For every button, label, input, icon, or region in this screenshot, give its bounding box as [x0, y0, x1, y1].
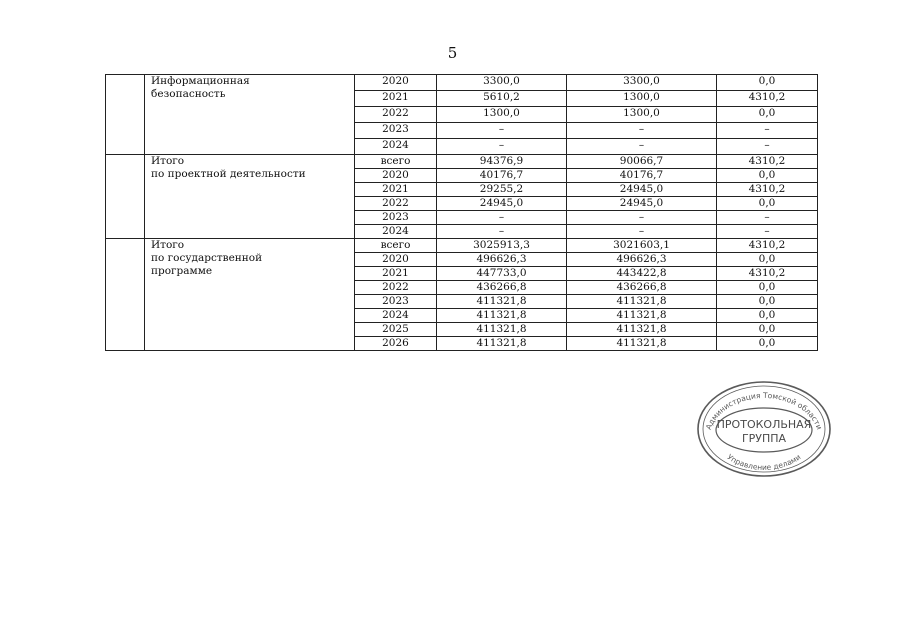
other-cell: 4310,2	[717, 267, 818, 281]
total-cell: –	[437, 123, 567, 139]
other-cell: 4310,2	[717, 155, 818, 169]
regional-cell: 411321,8	[567, 323, 717, 337]
total-cell: 411321,8	[437, 309, 567, 323]
other-cell: 0,0	[717, 75, 818, 91]
total-cell: 411321,8	[437, 323, 567, 337]
regional-cell: 1300,0	[567, 107, 717, 123]
regional-cell: 24945,0	[567, 183, 717, 197]
year-cell: 2022	[355, 197, 437, 211]
stamp-bottom-text: Управление делами	[725, 452, 803, 472]
section-name-cell	[145, 155, 355, 239]
section-name-line: Информационная	[151, 75, 250, 87]
section-name-line: по проектной деятельности	[151, 168, 306, 180]
total-cell: 3300,0	[437, 75, 567, 91]
regional-cell: 3021603,1	[567, 239, 717, 253]
total-cell: 29255,2	[437, 183, 567, 197]
section-name-line: по государственной	[151, 252, 263, 264]
regional-cell: 411321,8	[567, 337, 717, 351]
year-cell: 2020	[355, 75, 437, 91]
year-cell: всего	[355, 239, 437, 253]
total-cell: 496626,3	[437, 253, 567, 267]
section-name-line: программе	[151, 265, 213, 277]
total-cell: 411321,8	[437, 295, 567, 309]
stamp-center-line1: ПРОТОКОЛЬНАЯ	[716, 418, 812, 431]
section-name-line: Итого	[151, 239, 185, 251]
year-cell: 2022	[355, 107, 437, 123]
protocol-group-stamp	[694, 378, 834, 478]
section-name-line: Итого	[151, 155, 185, 167]
other-cell: –	[717, 139, 818, 155]
regional-cell: 411321,8	[567, 295, 717, 309]
blank-cell	[106, 239, 145, 351]
year-cell: 2024	[355, 225, 437, 239]
other-cell: 0,0	[717, 309, 818, 323]
year-cell: 2022	[355, 281, 437, 295]
year-cell: 2020	[355, 169, 437, 183]
other-cell: –	[717, 225, 818, 239]
other-cell: 0,0	[717, 281, 818, 295]
other-cell: 0,0	[717, 107, 818, 123]
regional-cell: 24945,0	[567, 197, 717, 211]
year-cell: 2020	[355, 253, 437, 267]
other-cell: 0,0	[717, 169, 818, 183]
regional-cell: 411321,8	[567, 309, 717, 323]
budget-table	[105, 74, 818, 351]
other-cell: 4310,2	[717, 91, 818, 107]
table-row	[106, 75, 818, 91]
year-cell: 2024	[355, 139, 437, 155]
regional-cell: 1300,0	[567, 91, 717, 107]
year-cell: 2023	[355, 211, 437, 225]
regional-cell: 40176,7	[567, 169, 717, 183]
year-cell: 2023	[355, 123, 437, 139]
other-cell: –	[717, 211, 818, 225]
stamp-outer-text: Администрация Томской области	[703, 390, 825, 431]
total-cell: 5610,2	[437, 91, 567, 107]
svg-text:Управление делами	[726, 452, 803, 472]
year-cell: 2021	[355, 91, 437, 107]
table-row	[106, 155, 818, 169]
year-cell: 2023	[355, 295, 437, 309]
regional-cell: 90066,7	[567, 155, 717, 169]
total-cell: 3025913,3	[437, 239, 567, 253]
page-number: 5	[447, 44, 458, 62]
regional-cell: 443422,8	[567, 267, 717, 281]
budget-table-body	[106, 75, 818, 351]
other-cell: 4310,2	[717, 183, 818, 197]
total-cell: 40176,7	[437, 169, 567, 183]
regional-cell: 496626,3	[567, 253, 717, 267]
regional-cell: –	[567, 225, 717, 239]
total-cell: 436266,8	[437, 281, 567, 295]
stamp-center-line2: ГРУППА	[741, 432, 787, 445]
other-cell: 0,0	[717, 197, 818, 211]
year-cell: 2021	[355, 267, 437, 281]
year-cell: 2026	[355, 337, 437, 351]
other-cell: 4310,2	[717, 239, 818, 253]
regional-cell: –	[567, 139, 717, 155]
regional-cell: –	[567, 211, 717, 225]
year-cell: всего	[355, 155, 437, 169]
total-cell: –	[437, 225, 567, 239]
other-cell: 0,0	[717, 295, 818, 309]
table-row	[106, 239, 818, 253]
regional-cell: 436266,8	[567, 281, 717, 295]
blank-cell	[106, 155, 145, 239]
regional-cell: 3300,0	[567, 75, 717, 91]
year-cell: 2025	[355, 323, 437, 337]
other-cell: 0,0	[717, 337, 818, 351]
total-cell: 1300,0	[437, 107, 567, 123]
section-name-cell	[145, 75, 355, 155]
section-name-line: безопасность	[151, 88, 226, 100]
year-cell: 2024	[355, 309, 437, 323]
total-cell: –	[437, 211, 567, 225]
other-cell: –	[717, 123, 818, 139]
total-cell: –	[437, 139, 567, 155]
total-cell: 411321,8	[437, 337, 567, 351]
section-name-cell	[145, 239, 355, 351]
other-cell: 0,0	[717, 253, 818, 267]
year-cell: 2021	[355, 183, 437, 197]
total-cell: 24945,0	[437, 197, 567, 211]
regional-cell: –	[567, 123, 717, 139]
total-cell: 447733,0	[437, 267, 567, 281]
blank-cell	[106, 75, 145, 155]
other-cell: 0,0	[717, 323, 818, 337]
total-cell: 94376,9	[437, 155, 567, 169]
